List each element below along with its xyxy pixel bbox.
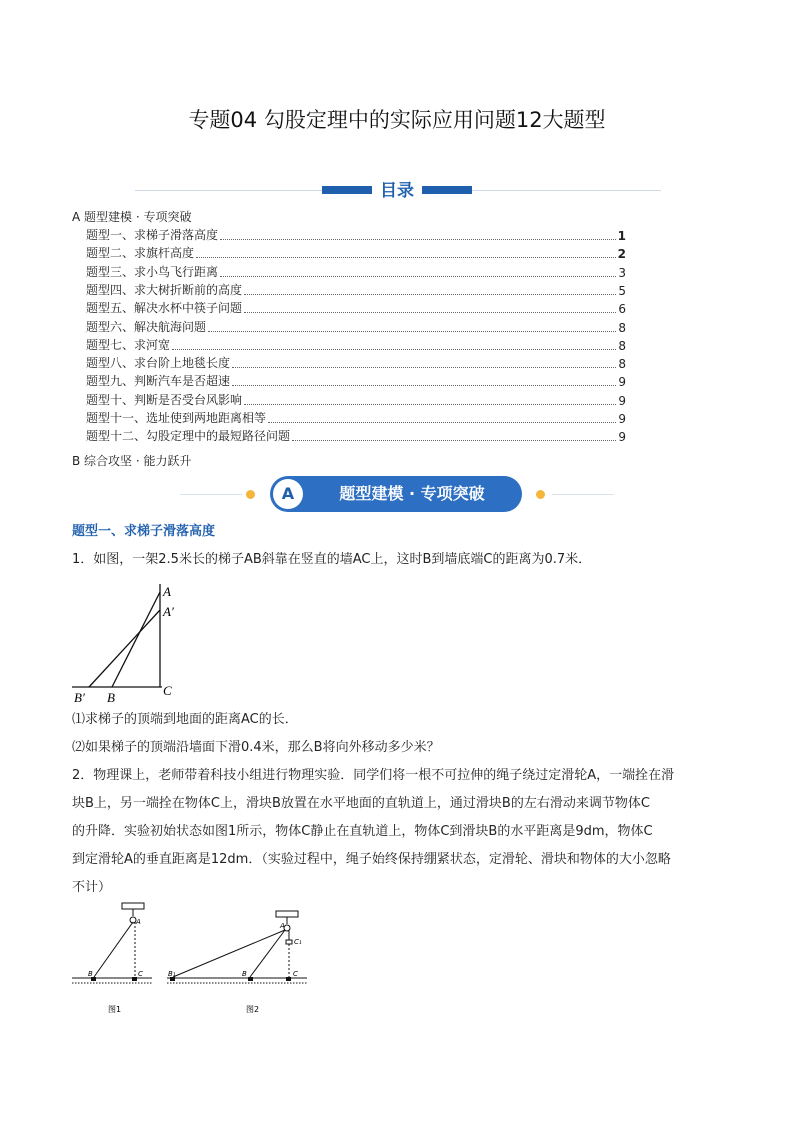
toc-item-label: 题型八、求台阶上地毯长度: [86, 356, 231, 371]
pulley-figures: [72, 900, 312, 1020]
toc-item[interactable]: [86, 355, 626, 371]
toc-item-page: 5: [618, 283, 626, 298]
q2-line1: 2．物理课上，老师带着科技小组进行物理实验．同学们将一根不可拉伸的绳子绕过定滑轮A，一端拴在滑: [72, 768, 675, 783]
banner-letter: A: [273, 479, 303, 509]
toc-item-label: 题型六、解决航海问题: [86, 319, 207, 334]
fig1-label-c: C: [138, 970, 143, 978]
toc-item-page: 9: [618, 393, 626, 408]
toc-leader-dots: [244, 404, 616, 405]
toc-item-page: 8: [618, 320, 626, 335]
q2-line2: 块B上，另一端拴在物体C上，滑块B放置在水平地面的直轨道上，通过滑块B的左右滑动来调节物体C: [72, 796, 650, 811]
label-a: A: [163, 584, 171, 599]
toc-item-page: 6: [618, 302, 626, 317]
dot-icon: [536, 490, 545, 499]
toc-item[interactable]: [86, 337, 626, 353]
toc-item[interactable]: [86, 392, 626, 408]
label-b: B: [107, 690, 115, 704]
toc-item[interactable]: [86, 300, 626, 316]
toc-leader-dots: [268, 422, 616, 423]
q2-line3: 的升降．实验初始状态如图1所示，物体C静止在直轨道上，物体C到滑块B的水平距离是9dm，物体C: [72, 824, 653, 839]
label-a-prime: A′: [163, 604, 174, 619]
q1-sub1: ⑴求梯子的顶端到地面的距离AC的长．: [72, 712, 298, 727]
toc-item-label: 题型二、求旗杆高度: [86, 246, 195, 261]
toc-section-a: A 题型建模 · 专项突破: [72, 210, 192, 224]
fig1-caption: 图1: [108, 1005, 122, 1014]
toc-item-label: 题型三、求小鸟飞行距离: [86, 264, 219, 279]
toc-item[interactable]: [86, 410, 626, 426]
toc-item-page: 3: [618, 265, 626, 280]
toc-leader-dots: [244, 312, 616, 313]
divider: [552, 494, 614, 495]
divider: [180, 494, 242, 495]
toc-item-label: 题型九、判断汽车是否超速: [86, 374, 231, 389]
q1-sub2: ⑵如果梯子的顶端沿墙面下滑0.4米，那么B将向外移动多少米？: [72, 740, 440, 755]
fig2-label-a: A: [280, 922, 285, 930]
toc-item-label: 题型一、求梯子滑落高度: [86, 228, 219, 242]
fig2-label-b: B: [242, 970, 247, 978]
toc-leader-dots: [208, 331, 616, 332]
label-c: C: [163, 683, 172, 698]
q2-line4: 到定滑轮A的垂直距离是12dm．（实验过程中，绳子始终保持绷紧状态，定滑轮、滑块和物体的大小忽略: [72, 852, 671, 867]
toc-item-page: 9: [618, 375, 626, 390]
toc-item[interactable]: [86, 319, 626, 335]
toc-item[interactable]: [86, 373, 626, 389]
fig2-label-c1: C₁: [294, 938, 302, 946]
ladder-figure: [72, 580, 192, 704]
toc-item[interactable]: [86, 227, 626, 243]
banner-text: 题型建模 · 专项突破: [339, 484, 485, 503]
toc-item[interactable]: [86, 282, 626, 298]
toc-item-page: 1: [617, 229, 626, 243]
fig1-label-a: A: [136, 918, 141, 926]
toc-item-page: 8: [618, 357, 626, 372]
toc-item-page: 9: [618, 412, 626, 426]
label-b-prime: B′: [74, 690, 85, 704]
toc-heading: 目录: [380, 181, 414, 201]
toc-item-label: 题型七、求河宽: [86, 337, 171, 352]
toc-leader-dots: [232, 367, 616, 368]
toc-item-label: 题型十、判断是否受台风影响: [86, 392, 243, 407]
q1-stem: 1．如图，一架2.5米长的梯子AB斜靠在竖直的墙AC上，这时B到墙底端C的距离为0.7米．: [72, 552, 592, 567]
fig2-caption: 图2: [246, 1005, 260, 1014]
fig2-label-b1: B₁: [168, 970, 176, 978]
section-heading: 题型一、求梯子滑落高度: [72, 524, 216, 539]
toc-item[interactable]: [86, 245, 626, 261]
toc-section-b: B 综合攻坚 · 能力跃升: [72, 454, 192, 468]
page-title: 专题04 勾股定理中的实际应用问题12大题型: [188, 108, 606, 132]
toc-item-label: 题型五、解决水杯中筷子问题: [86, 301, 243, 316]
dot-icon: [246, 490, 255, 499]
fig1-label-b: B: [88, 970, 93, 978]
toc-item[interactable]: [86, 264, 626, 280]
toc-item[interactable]: [86, 428, 626, 444]
section-banner: [180, 476, 614, 512]
toc-leader-dots: [232, 385, 616, 386]
toc-item-page: 2: [617, 247, 626, 262]
toc-leader-dots: [220, 276, 616, 277]
toc-item-page: 9: [618, 430, 626, 445]
toc-item-label: 题型十二、勾股定理中的最短路径问题: [86, 429, 291, 444]
toc-item-label: 题型十一、选址使到两地距离相等: [86, 411, 267, 425]
toc-header: [0, 176, 794, 200]
toc-leader-dots: [220, 239, 616, 240]
toc-leader-dots: [292, 440, 616, 441]
fig2-label-c: C: [293, 970, 298, 978]
q2-line5: 不计）: [72, 880, 112, 895]
toc-leader-dots: [196, 257, 616, 258]
toc-item-page: 8: [618, 338, 626, 353]
toc-leader-dots: [172, 349, 616, 350]
toc-leader-dots: [244, 294, 616, 295]
toc-item-label: 题型四、求大树折断前的高度: [86, 282, 243, 297]
